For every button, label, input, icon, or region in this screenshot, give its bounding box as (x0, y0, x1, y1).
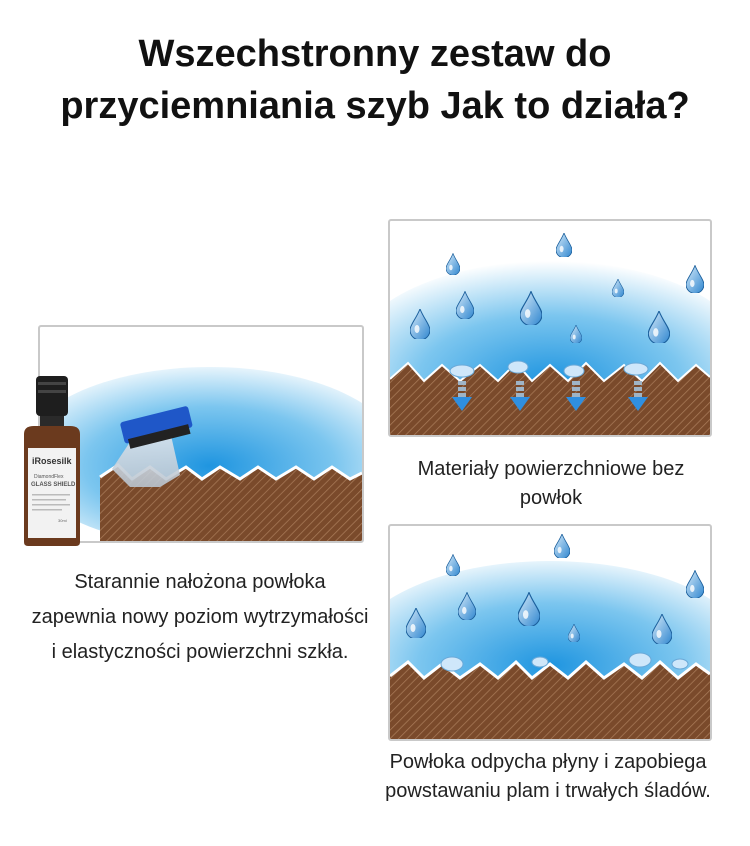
coated-surface-illustration (388, 524, 712, 741)
coating-application-illustration (38, 325, 364, 543)
caption-coated: Powłoka odpycha płyny i zapobiega powstawaniu plam i trwałych śladów. (385, 751, 711, 802)
bottle-brand: iRosesilk (32, 456, 72, 466)
caption-uncoated: Materiały powierzchniowe bez powłok (417, 458, 685, 509)
bottle-line1: DiamondFlex (34, 474, 64, 480)
bottle-line2: GLASS SHIELD (31, 482, 76, 488)
uncoated-surface-illustration (388, 219, 712, 437)
page-title: Wszechstronny zestaw do przyciemniania szyb Jak to działa? (60, 33, 690, 127)
bottle-volume: 30ml (58, 518, 67, 523)
product-bottle-image (18, 376, 86, 546)
caption-coating: Starannie nałożona powłoka zapewnia nowy poziom wytrzymałości i elastyczności powierzchni szkła. (31, 571, 369, 663)
